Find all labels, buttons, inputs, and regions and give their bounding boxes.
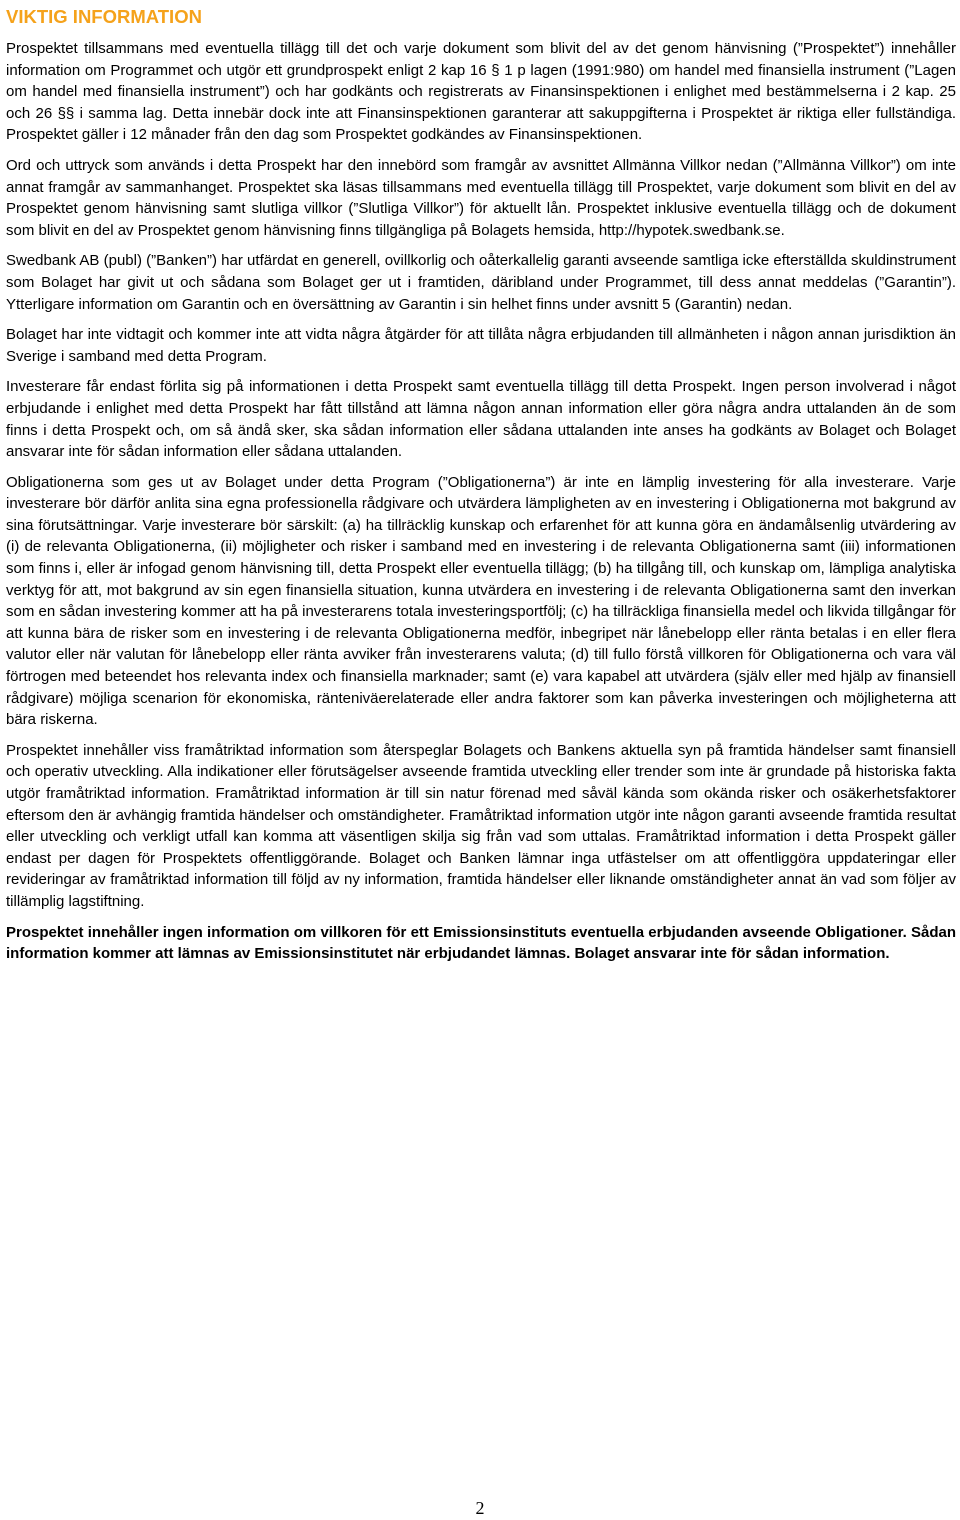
page-number: 2 [475,1498,485,1518]
paragraph-prospectus-approval: Prospektet tillsammans med eventuella tillägg till det och varje dokument som blivit del av det genom hänvisning (”Prospektet”) innehåller information om Programmet och utgör ett grundprospekt enligt 2 kap 16 § 1 p lagen (1991:980) om handel med finansiella instrument (”Lagen om handel med finansiella instrument”) och har godkänts och registrerats av Finansinspektionen i enlighet med bestämmelserna i 2 kap. 25 och 26 §§ i samma lag. Detta innebär dock inte att Finansinspektionen garanterar att sakuppgifterna i Prospektet är riktiga eller fullständiga. Prospektet gäller i 12 månader från den dag som Prospektet godkändes av Finansinspektionen. [6,40,956,144]
paragraph-suitability: Obligationerna som ges ut av Bolaget under detta Program (”Obligationerna”) är inte en lämplig investering för alla investerare. Varje investerare bör därför anlita sina egna professionella rådgivare och utvärdera lämpligheten av en investering i Obligationerna mot bakgrund av sina förutsättningar. Varje investerare bör särskilt: (a) ha tillräcklig kunskap och erfarenhet för att kunna göra en ändamålsenlig utvärdering av (i) de relevanta Obligationerna, (ii) möjligheter och risker i samband med en investering i de relevanta Obligationerna samt (iii) informationen som finns i, eller är infogad genom hänvisning till, detta Prospekt eller eventuella tillägg; (b) ha tillgång till, och kunskap om, lämpliga analytiska verktyg för att, mot bakgrund av sin egen finansiella situation, kunna utvärdera en investering i de relevanta Obligationerna samt den inverkan som en sådan investering kommer att ha på investerarens totala investeringsportfölj; (c) ha tillräckliga finansiella medel och likvida tillgångar för att kunna bära de risker som en investering i de relevanta Obligationerna medför, inbegripet när lånebelopp eller ränta betalas i en eller flera valutor eller när valutan för lånebelopp eller ränta avviker från investerarens valuta; (d) till fullo förstå villkoren för Obligationerna och vara väl förtrogen med beteendet hos relevanta index och finansiella marknader; samt (e) vara kapabel att utvärdera (själv eller med hjälp av finansiell rådgivare) möjliga scenarion för ekonomiska, ränteniväerelaterade eller andra faktorer som kan påverka investeringen och möjligheterna att bära riskerna. [6,473,956,729]
paragraph-reliance: Investerare får endast förlita sig på informationen i detta Prospekt samt eventuella tillägg till detta Prospekt. Ingen person involverad i något erbjudande i enlighet med detta Prospekt har fått tillstånd att lämna någon annan information eller göra några andra uttalanden än de som finns i detta Prospekt och, om så ändå sker, ska sådan information eller sådana uttalanden inte anses ha godkänts av Bolaget och Bolaget ansvarar inte för sådan information eller sådana uttalanden. [6,378,956,461]
document-page [6,6,956,974]
paragraph-forward-looking: Prospektet innehåller viss framåtriktad information som återspeglar Bolagets och Bankens aktuella syn på framtida händelser samt finansiell och operativ utveckling. Alla indikationer eller förutsägelser avseende framtida utveckling eller trender som inte är grundade på historiska fakta utgör framåtriktad information. Framåtriktad information är till sin natur förenad med såväl kända som okända risker och osäkerhetsfaktorer eftersom den är avhängig framtida händelser och omständigheter. Framåtriktad information utgör inte någon garanti avseende framtida resultat eller utveckling och verkligt utfall kan komma att väsentligen skilja sig från vad som uttalas. Framåtriktad information i detta Prospekt gäller endast per dagen för Prospektets offentliggörande. Bolaget och Banken lämnar inga utfästelser om att offentliggöra uppdateringar eller revideringar av framåtriktad information till följd av ny information, framtida händelser eller liknande omständigheter annat än vad som följer av tillämplig lagstiftning. [6,741,956,910]
paragraph-guarantee: Swedbank AB (publ) (”Banken”) har utfärdat en generell, ovillkorlig och oåterkallelig garanti avseende samtliga icke efterställda skuldinstrument som Bolaget har givit ut och sådana som Bolaget ger ut i framtiden, däribland under Programmet, till dess annat meddelas (”Garantin”). Ytterligare information om Garantin och en översättning av Garantin i sin helhet finns under avsnitt 5 (Garantin) nedan. [6,252,956,313]
paragraph-jurisdiction: Bolaget har inte vidtagit och kommer inte att vidta några åtgärder för att tillåta några erbjudanden till allmänheten i någon annan jurisdiktion än Sverige i samband med detta Program. [6,326,956,365]
paragraph-definitions: Ord och uttryck som används i detta Prospekt har den innebörd som framgår av avsnittet Allmänna Villkor nedan (”Allmänna Villkor”) om inte annat framgår av sammanhanget. Prospektet ska läsas tillsammans med eventuella tillägg till Prospektet, varje dokument som blivit en del av Prospektet genom hänvisning samt slutliga villkor (”Slutliga Villkor”) för aktuellt lån. Prospektet inklusive eventuella tillägg och de dokument som blivit en del av Prospektet genom hänvisning finns tillgängliga på Bolagets hemsida, http://hypotek.swedbank.se. [6,156,956,239]
section-heading: VIKTIG INFORMATION [6,6,202,27]
paragraph-issuing-institutions: Prospektet innehåller ingen information om villkoren för ett Emissionsinstituts eventuella erbjudanden avseende Obligationer. Sådan information kommer att lämnas av Emissionsinstitutet när erbjudandet lämnas. Bolaget ansvarar inte för sådan information. [6,923,956,963]
